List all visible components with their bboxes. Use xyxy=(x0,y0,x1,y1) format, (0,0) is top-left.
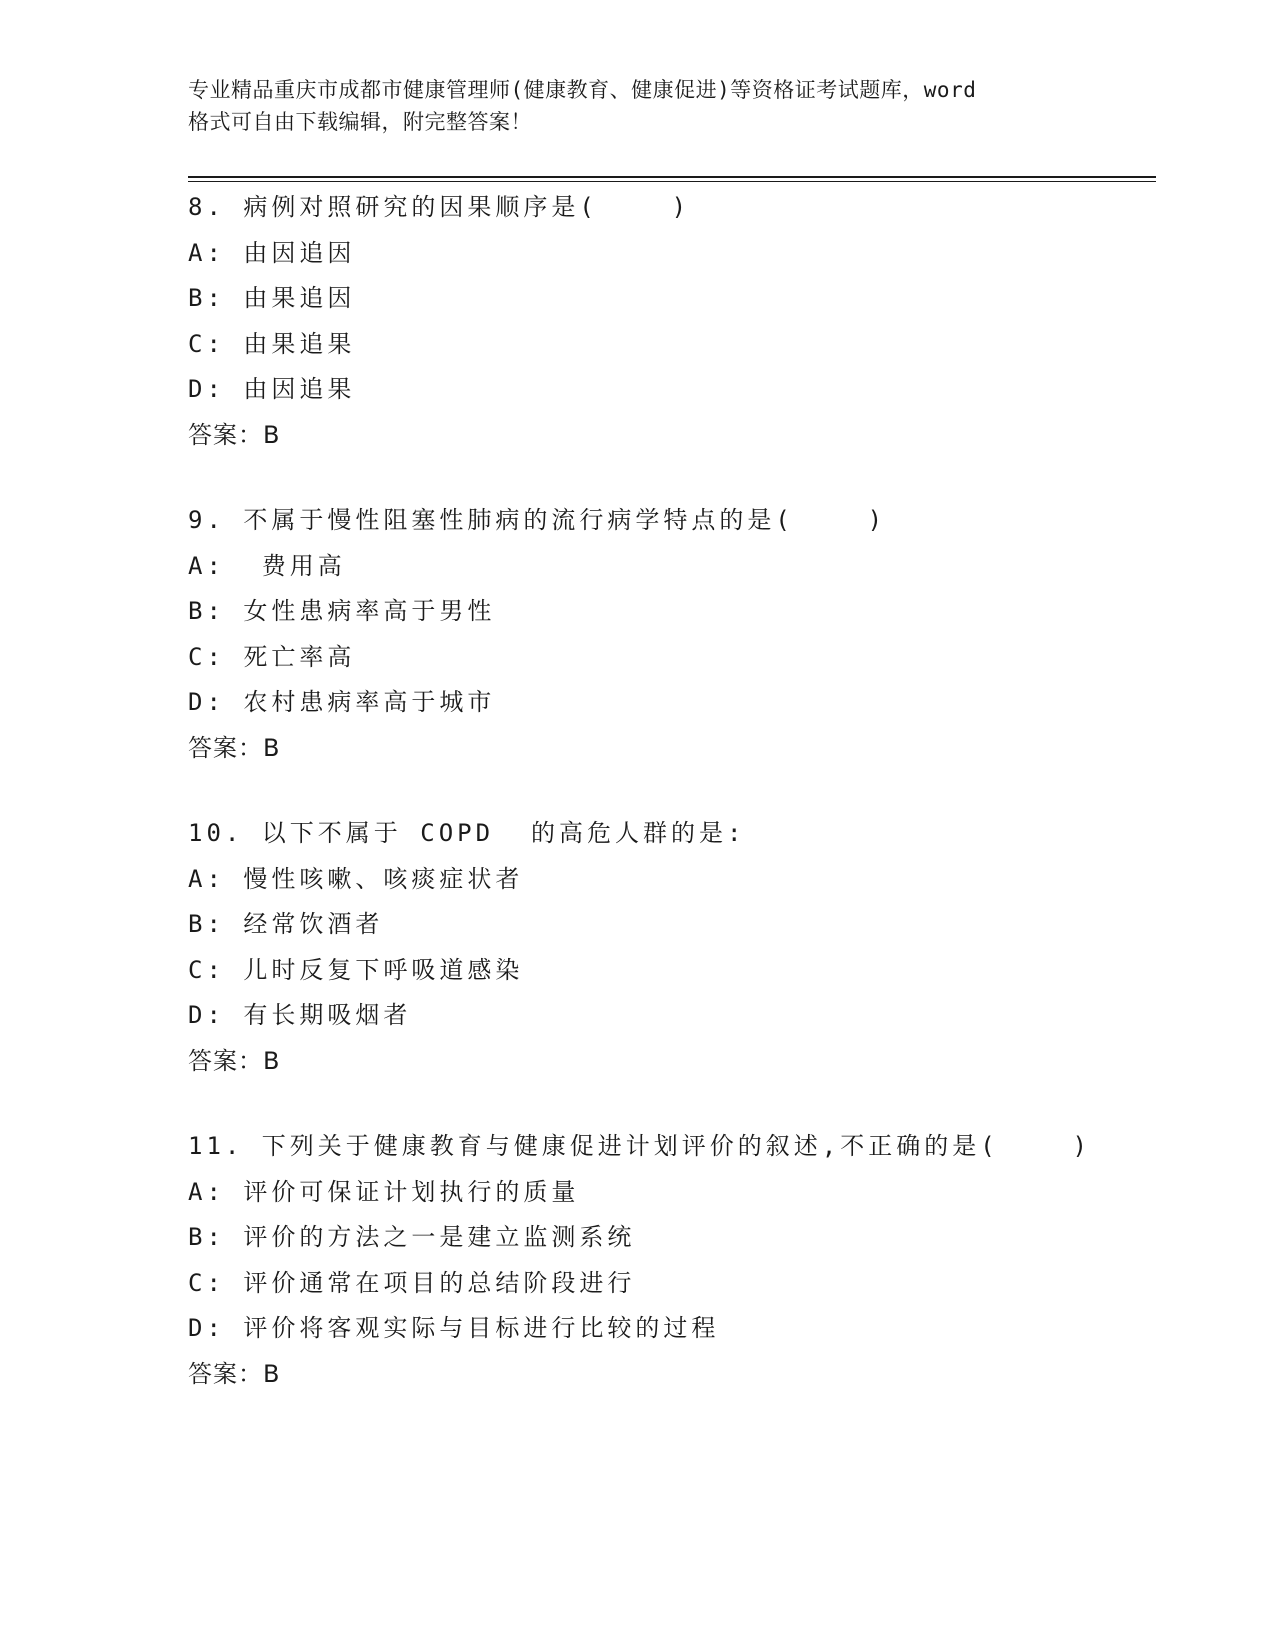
question-stem: 9. 不属于慢性阻塞性肺病的流行病学特点的是( ) xyxy=(188,506,887,534)
question-10 xyxy=(188,811,1188,1084)
option-a: A: 由因追因 xyxy=(188,238,356,267)
header-line-1: 专业精品重庆市成都市健康管理师(健康教育、健康促进)等资格证考试题库，word xyxy=(188,78,977,102)
option-d: D: 有长期吸烟者 xyxy=(188,1001,412,1029)
option-c: C: 死亡率高 xyxy=(188,642,356,671)
option-a: A: 评价可保证计划执行的质量 xyxy=(188,1177,580,1206)
option-b: B: 女性患病率高于男性 xyxy=(188,597,496,625)
document-header xyxy=(188,74,1088,138)
option-c: C: 儿时反复下呼吸道感染 xyxy=(188,955,524,984)
question-stem: 11. 下列关于健康教育与健康促进计划评价的叙述,不正确的是( ) xyxy=(188,1132,1091,1160)
answer: 答案：B xyxy=(188,733,281,762)
option-b: B: 评价的方法之一是建立监测系统 xyxy=(188,1223,636,1251)
option-a: A: 费用高 xyxy=(188,551,346,580)
option-c: C: 评价通常在项目的总结阶段进行 xyxy=(188,1268,636,1297)
question-stem: 10. 以下不属于 COPD 的高危人群的是: xyxy=(188,819,746,847)
question-11 xyxy=(188,1124,1188,1397)
answer: 答案：B xyxy=(188,1359,281,1388)
option-d: D: 由因追果 xyxy=(188,375,356,403)
option-c: C: 由果追果 xyxy=(188,329,356,358)
header-line-2: 格式可自由下载编辑，附完整答案！ xyxy=(188,110,532,134)
answer: 答案：B xyxy=(188,1046,281,1075)
option-d: D: 农村患病率高于城市 xyxy=(188,688,496,716)
answer: 答案：B xyxy=(188,420,281,449)
question-9 xyxy=(188,498,1188,771)
option-b: B: 经常饮酒者 xyxy=(188,910,384,938)
option-a: A: 慢性咳嗽、咳痰症状者 xyxy=(188,864,524,893)
option-d: D: 评价将客观实际与目标进行比较的过程 xyxy=(188,1314,720,1342)
header-divider-thick xyxy=(188,176,1156,178)
question-8 xyxy=(188,185,1188,458)
header-divider-thin xyxy=(188,181,1156,182)
option-b: B: 由果追因 xyxy=(188,284,356,312)
question-stem: 8. 病例对照研究的因果顺序是( ) xyxy=(188,193,691,221)
